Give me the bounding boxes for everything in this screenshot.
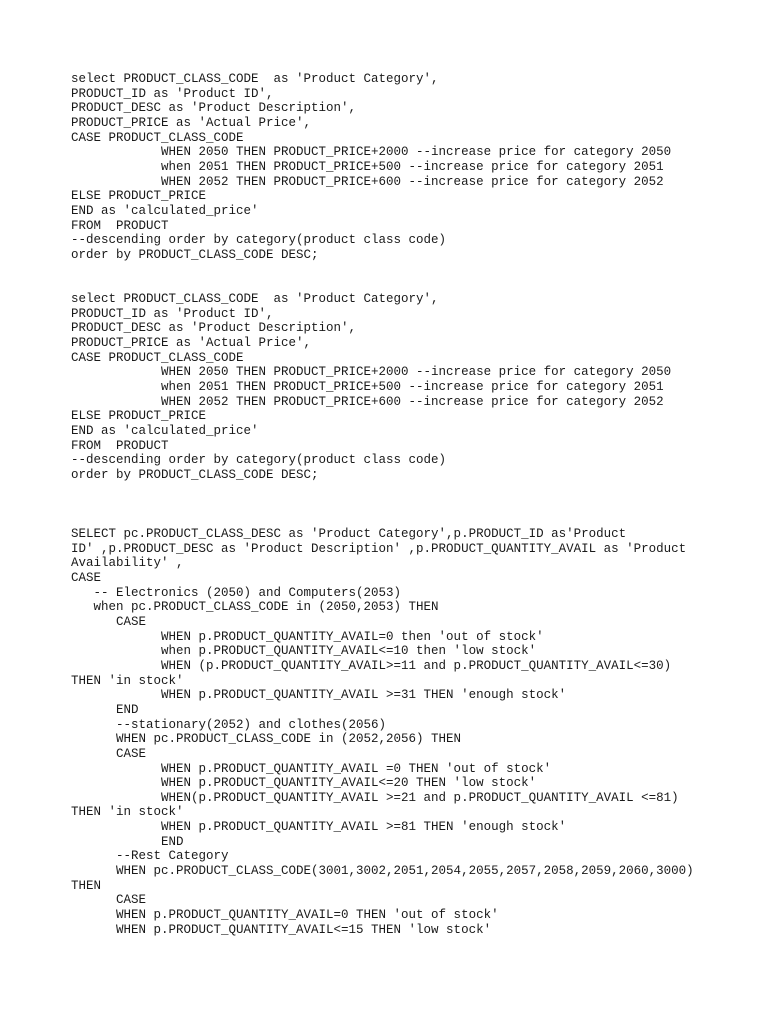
code-line: WHEN pc.PRODUCT_CLASS_CODE(3001,3002,2051,2054,2055,2057,2058,2059,2060,3000) (71, 864, 694, 879)
code-line: THEN (71, 878, 102, 893)
code-line: WHEN(p.PRODUCT_QUANTITY_AVAIL >=21 and p.PRODUCT_QUANTITY_AVAIL <=81) (71, 790, 679, 805)
sql-query-block-3 (71, 527, 694, 937)
code-line: --descending order by category(product class code) (71, 453, 447, 468)
code-line: PRODUCT_DESC as 'Product Description', (71, 101, 357, 116)
code-line: ELSE PRODUCT_PRICE (71, 409, 207, 424)
code-line: END (71, 834, 184, 849)
code-line: PRODUCT_ID as 'Product ID', (71, 86, 274, 101)
code-line: WHEN 2050 THEN PRODUCT_PRICE+2000 --increase price for category 2050 (71, 145, 672, 160)
code-line: END as 'calculated_price' (71, 423, 259, 438)
sql-query-block-2 (71, 292, 671, 483)
code-line: --descending order by category(product class code) (71, 233, 447, 248)
code-line: FROM PRODUCT (71, 438, 169, 453)
code-line: select PRODUCT_CLASS_CODE as 'Product Category', (71, 72, 439, 86)
code-line: WHEN p.PRODUCT_QUANTITY_AVAIL >=81 THEN 'enough stock' (71, 820, 567, 835)
code-line: CASE (71, 893, 147, 908)
code-line: CASE PRODUCT_CLASS_CODE (71, 350, 244, 365)
code-line: CASE (71, 570, 102, 585)
code-line: -- Electronics (2050) and Computers(2053) (71, 585, 402, 600)
code-line: END as 'calculated_price' (71, 203, 259, 218)
code-line: when p.PRODUCT_QUANTITY_AVAIL<=10 then 'low stock' (71, 644, 537, 659)
code-line: THEN 'in stock' (71, 805, 184, 820)
code-line: FROM PRODUCT (71, 218, 169, 233)
code-line: CASE (71, 614, 147, 629)
code-line: CASE (71, 746, 147, 761)
code-line: PRODUCT_DESC as 'Product Description', (71, 321, 357, 336)
code-line: PRODUCT_ID as 'Product ID', (71, 306, 274, 321)
code-line: WHEN (p.PRODUCT_QUANTITY_AVAIL>=11 and p.PRODUCT_QUANTITY_AVAIL<=30) (71, 658, 672, 673)
code-line: SELECT pc.PRODUCT_CLASS_DESC as 'Product Category',p.PRODUCT_ID as'Product (71, 527, 627, 541)
code-line: --Rest Category (71, 849, 229, 864)
code-line: WHEN 2052 THEN PRODUCT_PRICE+600 --increase price for category 2052 (71, 394, 664, 409)
code-line: WHEN p.PRODUCT_QUANTITY_AVAIL<=20 THEN 'low stock' (71, 776, 537, 791)
code-line: WHEN p.PRODUCT_QUANTITY_AVAIL=0 THEN 'out of stock' (71, 908, 499, 923)
code-line: select PRODUCT_CLASS_CODE as 'Product Category', (71, 292, 439, 306)
code-line: ID' ,p.PRODUCT_DESC as 'Product Description' ,p.PRODUCT_QUANTITY_AVAIL as 'Product (71, 541, 687, 556)
code-line: PRODUCT_PRICE as 'Actual Price', (71, 335, 312, 350)
code-line: PRODUCT_PRICE as 'Actual Price', (71, 115, 312, 130)
code-line: --stationary(2052) and clothes(2056) (71, 717, 387, 732)
code-line: order by PRODUCT_CLASS_CODE DESC; (71, 467, 319, 482)
code-line: when 2051 THEN PRODUCT_PRICE+500 --increase price for category 2051 (71, 379, 664, 394)
code-line: order by PRODUCT_CLASS_CODE DESC; (71, 247, 319, 262)
code-line: THEN 'in stock' (71, 673, 184, 688)
code-line: WHEN 2052 THEN PRODUCT_PRICE+600 --increase price for category 2052 (71, 174, 664, 189)
code-line: Availability' , (71, 556, 184, 571)
code-line: WHEN p.PRODUCT_QUANTITY_AVAIL >=31 THEN 'enough stock' (71, 688, 567, 703)
code-line: when 2051 THEN PRODUCT_PRICE+500 --increase price for category 2051 (71, 159, 664, 174)
code-line: WHEN p.PRODUCT_QUANTITY_AVAIL<=15 THEN 'low stock' (71, 922, 492, 937)
code-line: WHEN p.PRODUCT_QUANTITY_AVAIL =0 THEN 'out of stock' (71, 761, 552, 776)
code-line: WHEN 2050 THEN PRODUCT_PRICE+2000 --increase price for category 2050 (71, 365, 672, 380)
sql-query-block-1 (71, 72, 671, 263)
code-line: when pc.PRODUCT_CLASS_CODE in (2050,2053) THEN (71, 600, 439, 615)
code-line: WHEN p.PRODUCT_QUANTITY_AVAIL=0 then 'out of stock' (71, 629, 544, 644)
code-line: ELSE PRODUCT_PRICE (71, 189, 207, 204)
code-line: CASE PRODUCT_CLASS_CODE (71, 130, 244, 145)
code-line: END (71, 702, 139, 717)
code-line: WHEN pc.PRODUCT_CLASS_CODE in (2052,2056) THEN (71, 732, 462, 747)
